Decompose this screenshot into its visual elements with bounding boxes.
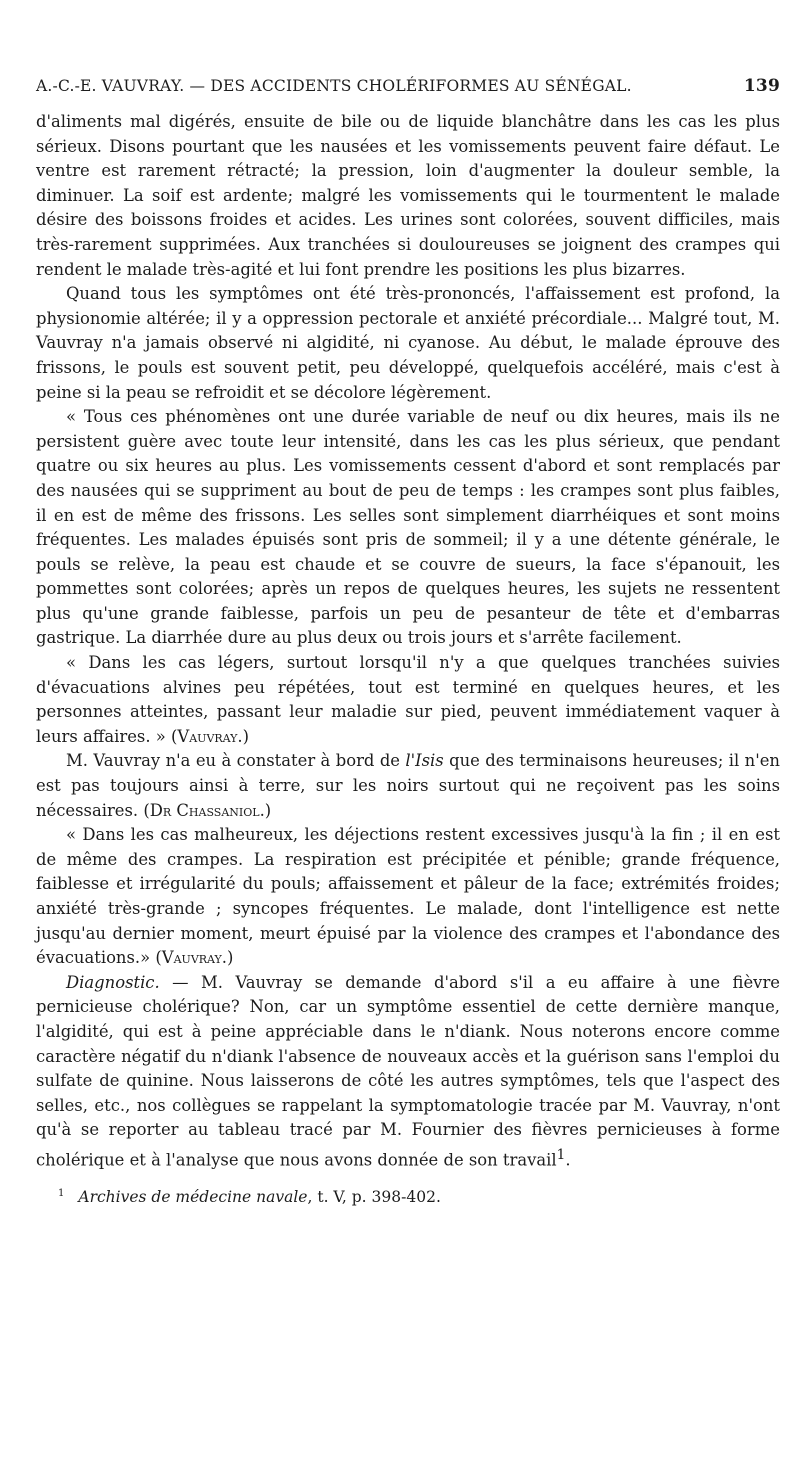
page-number: 139 — [743, 76, 780, 96]
attribution: (Dr Chassaniol.) — [143, 800, 272, 820]
document-page — [36, 76, 780, 1208]
body-text — [36, 110, 780, 1173]
paragraph-diagnostic: Diagnostic. — M. Vauvray se demande d'abord s'il a eu affaire à une fièvre pernicieuse cholérique? Non, car un symptôme essentiel de cette dernière manque, l'algidité, qui est à peine appréciable dans le n'diank. Nous noterons encore comme caractère négatif du n'diank l'absence de nouveaux accès et la guérison sans l'emploi du sulfate de quinine. Nous laisserons de côté les autres symptômes, tels que l'aspect des selles, etc., nos collègues se rappelant la symptomatologie tracée par M. Vauvray, n'ont qu'à se reporter au tableau tracé par M. Fournier des fièvres pernicieuses à forme cholérique et à l'analyse que nous avons donnée de son travail$^1$. — [36, 972, 780, 1170]
footnote-reference: 1 — [556, 1146, 566, 1163]
section-heading-diagnostic: Diagnostic. — [66, 972, 160, 992]
attribution: (Vauvray.) — [171, 726, 250, 746]
running-title: A.-C.-E. VAUVRAY. — DES ACCIDENTS CHOLÉRIFORMES AU SÉNÉGAL. — [36, 77, 632, 95]
paragraph-terminations: M. Vauvray n'a eu à constater à bord de l'Isis que des terminaisons heureuses; il n'en est pas toujours ainsi à terre, sur les noirs surtout qui ne reçoivent pas les soins nécessaires. (Dr Chassaniol.) — [36, 751, 780, 820]
paragraph-duration: « Tous ces phénomènes ont une durée variable de neuf ou dix heures, mais ils ne persistent guère avec toute leur intensité, dans les cas les plus sérieux, que pendant quatre ou six heures au plus. Les vomissements cessent d'abord et sont remplacés par des nausées qui se suppriment au bout de peu de temps : les crampes sont plus faibles, il en est de même des frissons. Les selles sont simplement diarrhéiques et sont moins fréquentes. Les malades épuisés sont pris de sommeil; il y a une détente générale, le pouls se relève, la peau est chaude et se couvre de sueurs, la face s'épanouit, les pommettes sont colorées; après un repos de quelques heures, les sujets ne ressentent plus qu'une grande faiblesse, parfois un peu de pesanteur de tête et d'embarras gastrique. La diarrhée dure au plus deux ou trois jours et s'arrête facilement. — [36, 407, 780, 648]
paragraph-affaissement: Quand tous les symptômes ont été très-prononcés, l'affaissement est profond, la physionomie altérée; il y a oppression pectorale et anxiété précordiale... Malgré tout, M. Vauvray n'a jamais observé ni algidité, ni cyanose. Au début, le malade éprouve des frissons, le pouls est souvent petit, peu développé, quelquefois accéléré, mais c'est à peine si la peau se refroidit et se décolore légèrement. — [36, 284, 780, 402]
attribution: (Vauvray.) — [155, 948, 234, 968]
footnote-source-details: , t. V, p. 398-402. — [307, 1188, 441, 1207]
footnote-source-title: Archives de médecine navale — [78, 1188, 308, 1207]
ship-name: l'Isis — [405, 751, 444, 771]
footnote — [36, 1183, 780, 1208]
paragraph-symptoms-continued: d'aliments mal digérés, ensuite de bile ou de liquide blanchâtre dans les cas les plus sérieux. Disons pourtant que les nausées et les vomissements peuvent faire défaut. Le ventre est rarement rétracté; la pression, loin d'augmenter la douleur semble, la diminuer. La soif est ardente; malgré les vomissements qui le tourmentent le malade désire des boissons froides et acides. Les urines sont colorées, souvent difficiles, mais très-rarement supprimées. Aux tranchées si douloureuses se joignent des crampes qui rendent le malade très-agité et lui font prendre les positions les plus bizarres. — [36, 112, 780, 279]
paragraph-fatal-cases: « Dans les cas malheureux, les déjections restent excessives jusqu'à la fin ; il en est de même des crampes. La respiration est précipitée et pénible; grande fréquence, faiblesse et irrégularité du pouls; affaissement et pâleur de la face; extrémités froides; anxiété très-grande ; syncopes fréquentes. Le malade, dont l'intelligence est nette jusqu'au dernier moment, meurt épuisé par la violence des crampes et l'abondance des évacuations.» (Vauvray.) — [36, 825, 780, 968]
footnote-marker: 1 — [58, 1188, 65, 1199]
paragraph-mild-cases: « Dans les cas légers, surtout lorsqu'il n'y a que quelques tranchées suivies d'évacuations alvines peu répétées, tout est terminé en quelques heures, et les personnes atteintes, passant leur maladie sur pied, peuvent immédiatement vaquer à leurs affaires. » (Vauvray.) — [36, 653, 780, 746]
running-header — [36, 76, 780, 96]
